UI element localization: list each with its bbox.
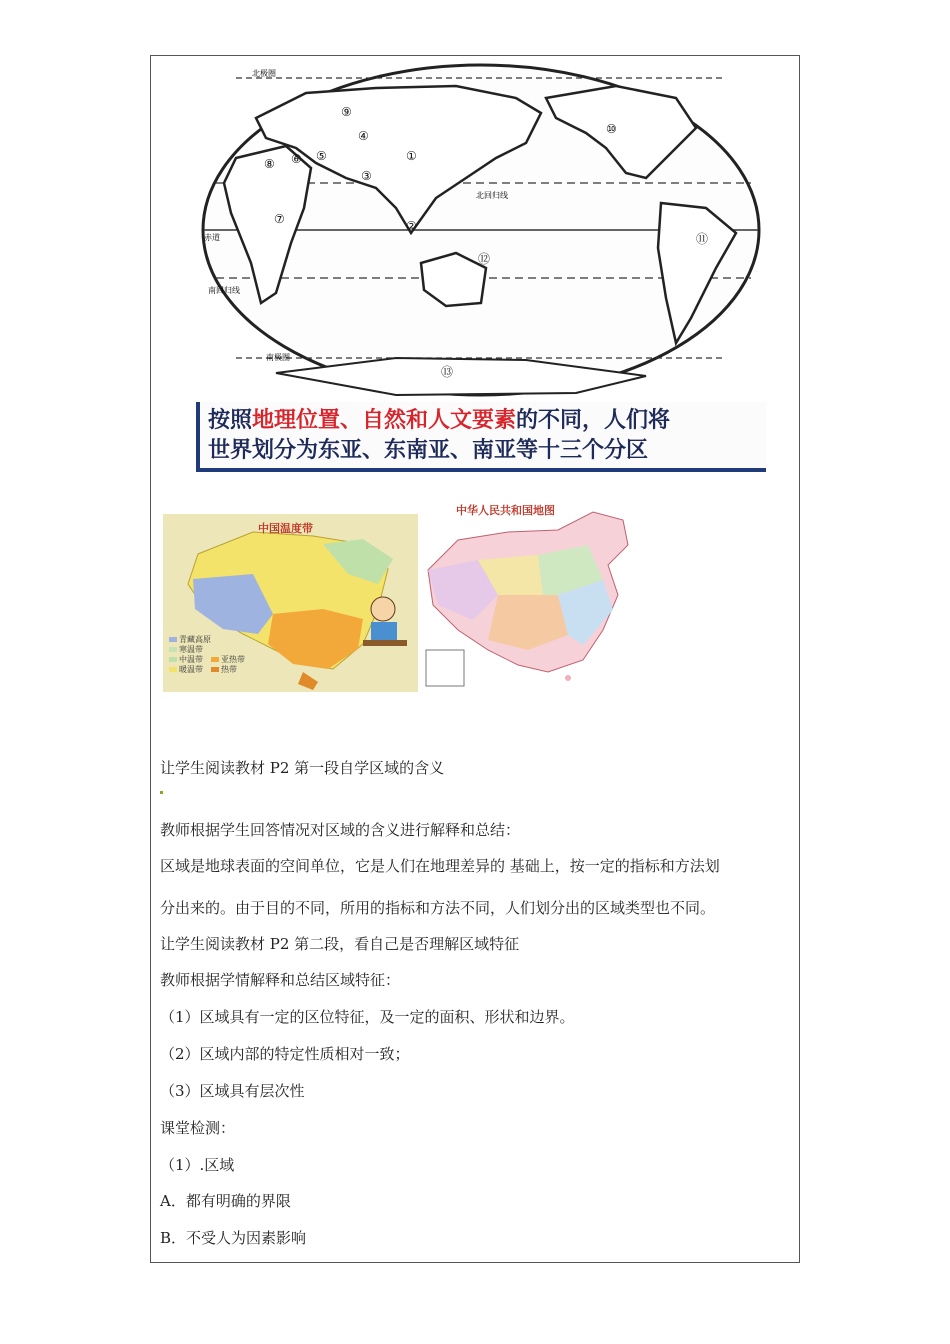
label-tropic-capricorn: 南回归线: [208, 286, 240, 295]
china-admin-map-title: 中华人民共和国地图: [456, 504, 555, 517]
region-number: ⑫: [478, 252, 491, 266]
region-number: ⑩: [606, 122, 617, 136]
label-south-pole: 南极圈: [266, 353, 290, 362]
label-tropic-cancer: 北回归线: [476, 191, 508, 200]
china-temperature-map: [163, 514, 418, 692]
paragraph-8: （2）区域内部的特定性质相对一致；: [160, 1045, 410, 1063]
label-equator: 赤道: [204, 233, 220, 242]
caption-line-1: [208, 406, 758, 436]
map-caption: [196, 402, 766, 472]
legend-item: 中温带: [179, 655, 203, 664]
region-number: ③: [361, 169, 372, 183]
paragraph-10: 课堂检测：: [160, 1119, 236, 1137]
legend-item: 亚热带: [221, 655, 245, 664]
region-number: ⑨: [341, 105, 352, 119]
marker-dot: [160, 791, 163, 794]
region-number: ②: [406, 219, 417, 233]
paragraph-1: 让学生阅读教材 P2 第一段自学区域的含义: [160, 759, 445, 777]
region-number: ⑪: [696, 232, 709, 246]
caption-text: 的不同，人们将: [516, 408, 671, 433]
option-b: B．不受人为因素影响: [160, 1229, 307, 1247]
caption-highlight: 地理位置、自然和人文要素: [252, 408, 517, 433]
world-map-figure: [196, 58, 766, 403]
paragraph-2: 教师根据学生回答情况对区域的含义进行解释和总结：: [160, 821, 521, 839]
region-number: ⑧: [264, 157, 275, 171]
region-number: ⑤: [316, 149, 327, 163]
region-number: ⑥: [291, 152, 302, 166]
paragraph-9: （3）区域具有层次性: [160, 1082, 305, 1100]
legend-item: 暖温带: [179, 665, 203, 674]
region-number: ①: [406, 149, 417, 163]
caption-line-2: 世界划分为东亚、东南亚、南亚等十三个分区: [208, 438, 649, 463]
caption-text: 按照: [208, 408, 253, 433]
paragraph-4: 分出来的。由于目的不同，所用的指标和方法不同，人们划分出的区域类型也不同。: [160, 899, 716, 917]
label-north-pole: 北极圈: [252, 69, 276, 78]
paragraph-6: 教师根据学情解释和总结区域特征：: [160, 971, 401, 989]
paragraph-3: 区域是地球表面的空间单位，它是人们在地理差异的 基础上，按一定的指标和方法划: [160, 857, 720, 875]
china-temp-map-title: 中国温度带: [258, 522, 313, 535]
region-number: ⑬: [441, 365, 454, 379]
legend-item: 热带: [221, 665, 237, 674]
paragraph-5: 让学生阅读教材 P2 第二段，看自己是否理解区域特征: [160, 935, 520, 953]
region-number: ⑦: [274, 212, 285, 226]
legend-item: 寒温带: [179, 645, 203, 654]
option-a: A．都有明确的界限: [160, 1192, 291, 1210]
region-number: ④: [358, 129, 369, 143]
paragraph-7: （1）区域具有一定的区位特征，及一定的面积、形状和边界。: [160, 1008, 575, 1026]
question-1: （1）.区域: [160, 1156, 235, 1174]
china-admin-map: [418, 500, 648, 692]
legend-item: 青藏高原: [179, 635, 211, 644]
